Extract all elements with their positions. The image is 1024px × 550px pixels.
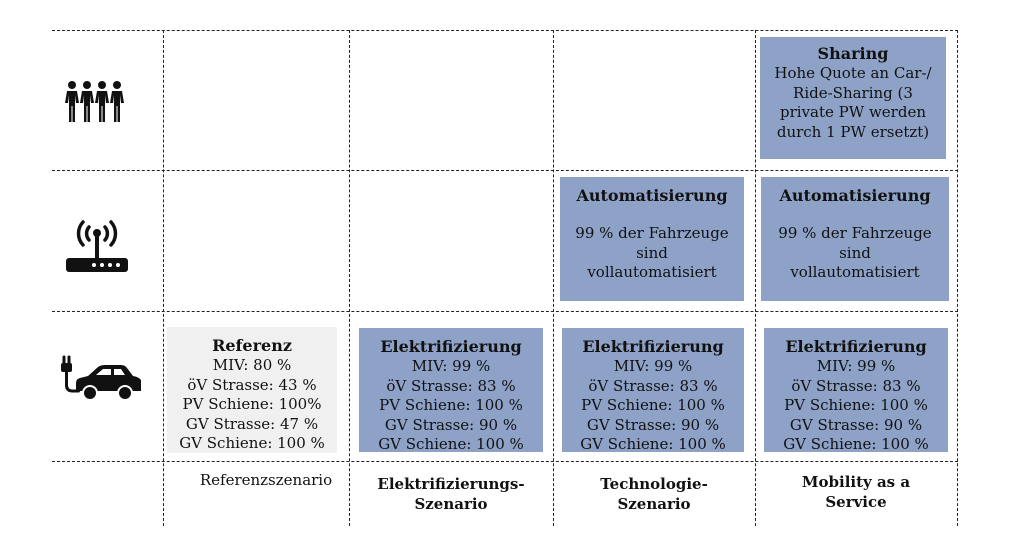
elektrifizierung-box-technologie <box>562 328 744 452</box>
people-group-icon <box>64 80 128 124</box>
referenz-line: öV Strasse: 43 % <box>187 375 317 394</box>
automation-line: sind <box>839 243 871 262</box>
elektrifizierung-title: Elektrifizierung <box>380 337 522 356</box>
grid-line-row2 <box>52 311 958 312</box>
column-label-maas <box>756 472 956 512</box>
sharing-line: Hohe Quote an Car-/ <box>774 64 932 82</box>
grid-line-col2 <box>349 30 350 526</box>
referenz-line: GV Strasse: 47 % <box>185 414 319 433</box>
automation-line: vollautomatisiert <box>587 263 717 281</box>
grid-line-col1 <box>163 30 164 526</box>
elektrifizierung-line: PV Schiene: 100 % <box>784 396 928 414</box>
grid-line-row1 <box>52 170 958 171</box>
grid-line-col3 <box>553 30 554 526</box>
sharing-line: private PW werden <box>780 103 926 121</box>
elektrifizierung-line: GV Schiene: 100 % <box>378 435 524 452</box>
electric-car-icon <box>54 355 142 403</box>
column-label-line: Technologie- <box>600 475 708 493</box>
elektrifizierung-box-elektrifizierung <box>359 328 543 452</box>
column-label-line: Szenario <box>617 495 691 513</box>
column-label-line: Service <box>825 493 887 511</box>
automation-line: vollautomatisiert <box>790 263 920 281</box>
grid-line-row3 <box>52 461 958 462</box>
column-label-line: Szenario <box>414 495 488 513</box>
elektrifizierung-line: MIV: 99 % <box>613 357 693 375</box>
elektrifizierung-line: MIV: 99 % <box>411 357 491 375</box>
sharing-line: durch 1 PW ersetzt) <box>776 122 930 141</box>
column-label-technologie <box>554 474 754 514</box>
elektrifizierung-line: GV Strasse: 90 % <box>384 415 518 434</box>
elektrifizierung-line: öV Strasse: 83 % <box>791 376 921 395</box>
elektrifizierung-line: PV Schiene: 100 % <box>379 396 523 414</box>
automation-line: 99 % der Fahrzeuge <box>778 224 932 242</box>
automation-box-maas <box>761 177 949 301</box>
elektrifizierung-line: GV Schiene: 100 % <box>783 435 929 452</box>
elektrifizierung-box-maas <box>764 328 948 452</box>
elektrifizierung-line: öV Strasse: 83 % <box>588 376 718 395</box>
referenz-box <box>167 327 337 453</box>
elektrifizierung-line: MIV: 99 % <box>816 357 896 375</box>
sharing-box <box>760 37 946 159</box>
column-label-elektrifizierung <box>350 474 552 514</box>
column-label-text: Referenzszenario <box>199 471 333 489</box>
automation-box-technologie <box>560 177 744 301</box>
automation-line: 99 % der Fahrzeuge <box>575 224 729 242</box>
automation-line: sind <box>636 243 668 262</box>
elektrifizierung-title: Elektrifizierung <box>785 337 927 356</box>
grid-line-top <box>52 30 958 31</box>
grid-line-col4 <box>755 30 756 526</box>
column-label-line: Mobility as a <box>801 473 911 491</box>
automation-title: Automatisierung <box>576 186 728 205</box>
sharing-line: Ride-Sharing (3 <box>793 83 913 102</box>
elektrifizierung-title: Elektrifizierung <box>582 337 724 356</box>
referenz-line: GV Schiene: 100 % <box>179 434 325 452</box>
column-label-line: Elektrifizierungs- <box>377 475 525 493</box>
referenz-line: PV Schiene: 100% <box>182 395 322 413</box>
wireless-router-icon <box>64 218 130 276</box>
sharing-title: Sharing <box>817 44 889 63</box>
grid-line-right <box>957 30 958 526</box>
elektrifizierung-line: öV Strasse: 83 % <box>386 376 516 395</box>
elektrifizierung-line: PV Schiene: 100 % <box>581 396 725 414</box>
automation-title: Automatisierung <box>779 186 931 205</box>
referenz-line: MIV: 80 % <box>212 356 292 374</box>
elektrifizierung-line: GV Schiene: 100 % <box>580 435 726 452</box>
elektrifizierung-line: GV Strasse: 90 % <box>789 415 923 434</box>
referenz-title: Referenz <box>212 336 292 355</box>
column-label-referenz <box>166 470 366 490</box>
elektrifizierung-line: GV Strasse: 90 % <box>586 415 720 434</box>
